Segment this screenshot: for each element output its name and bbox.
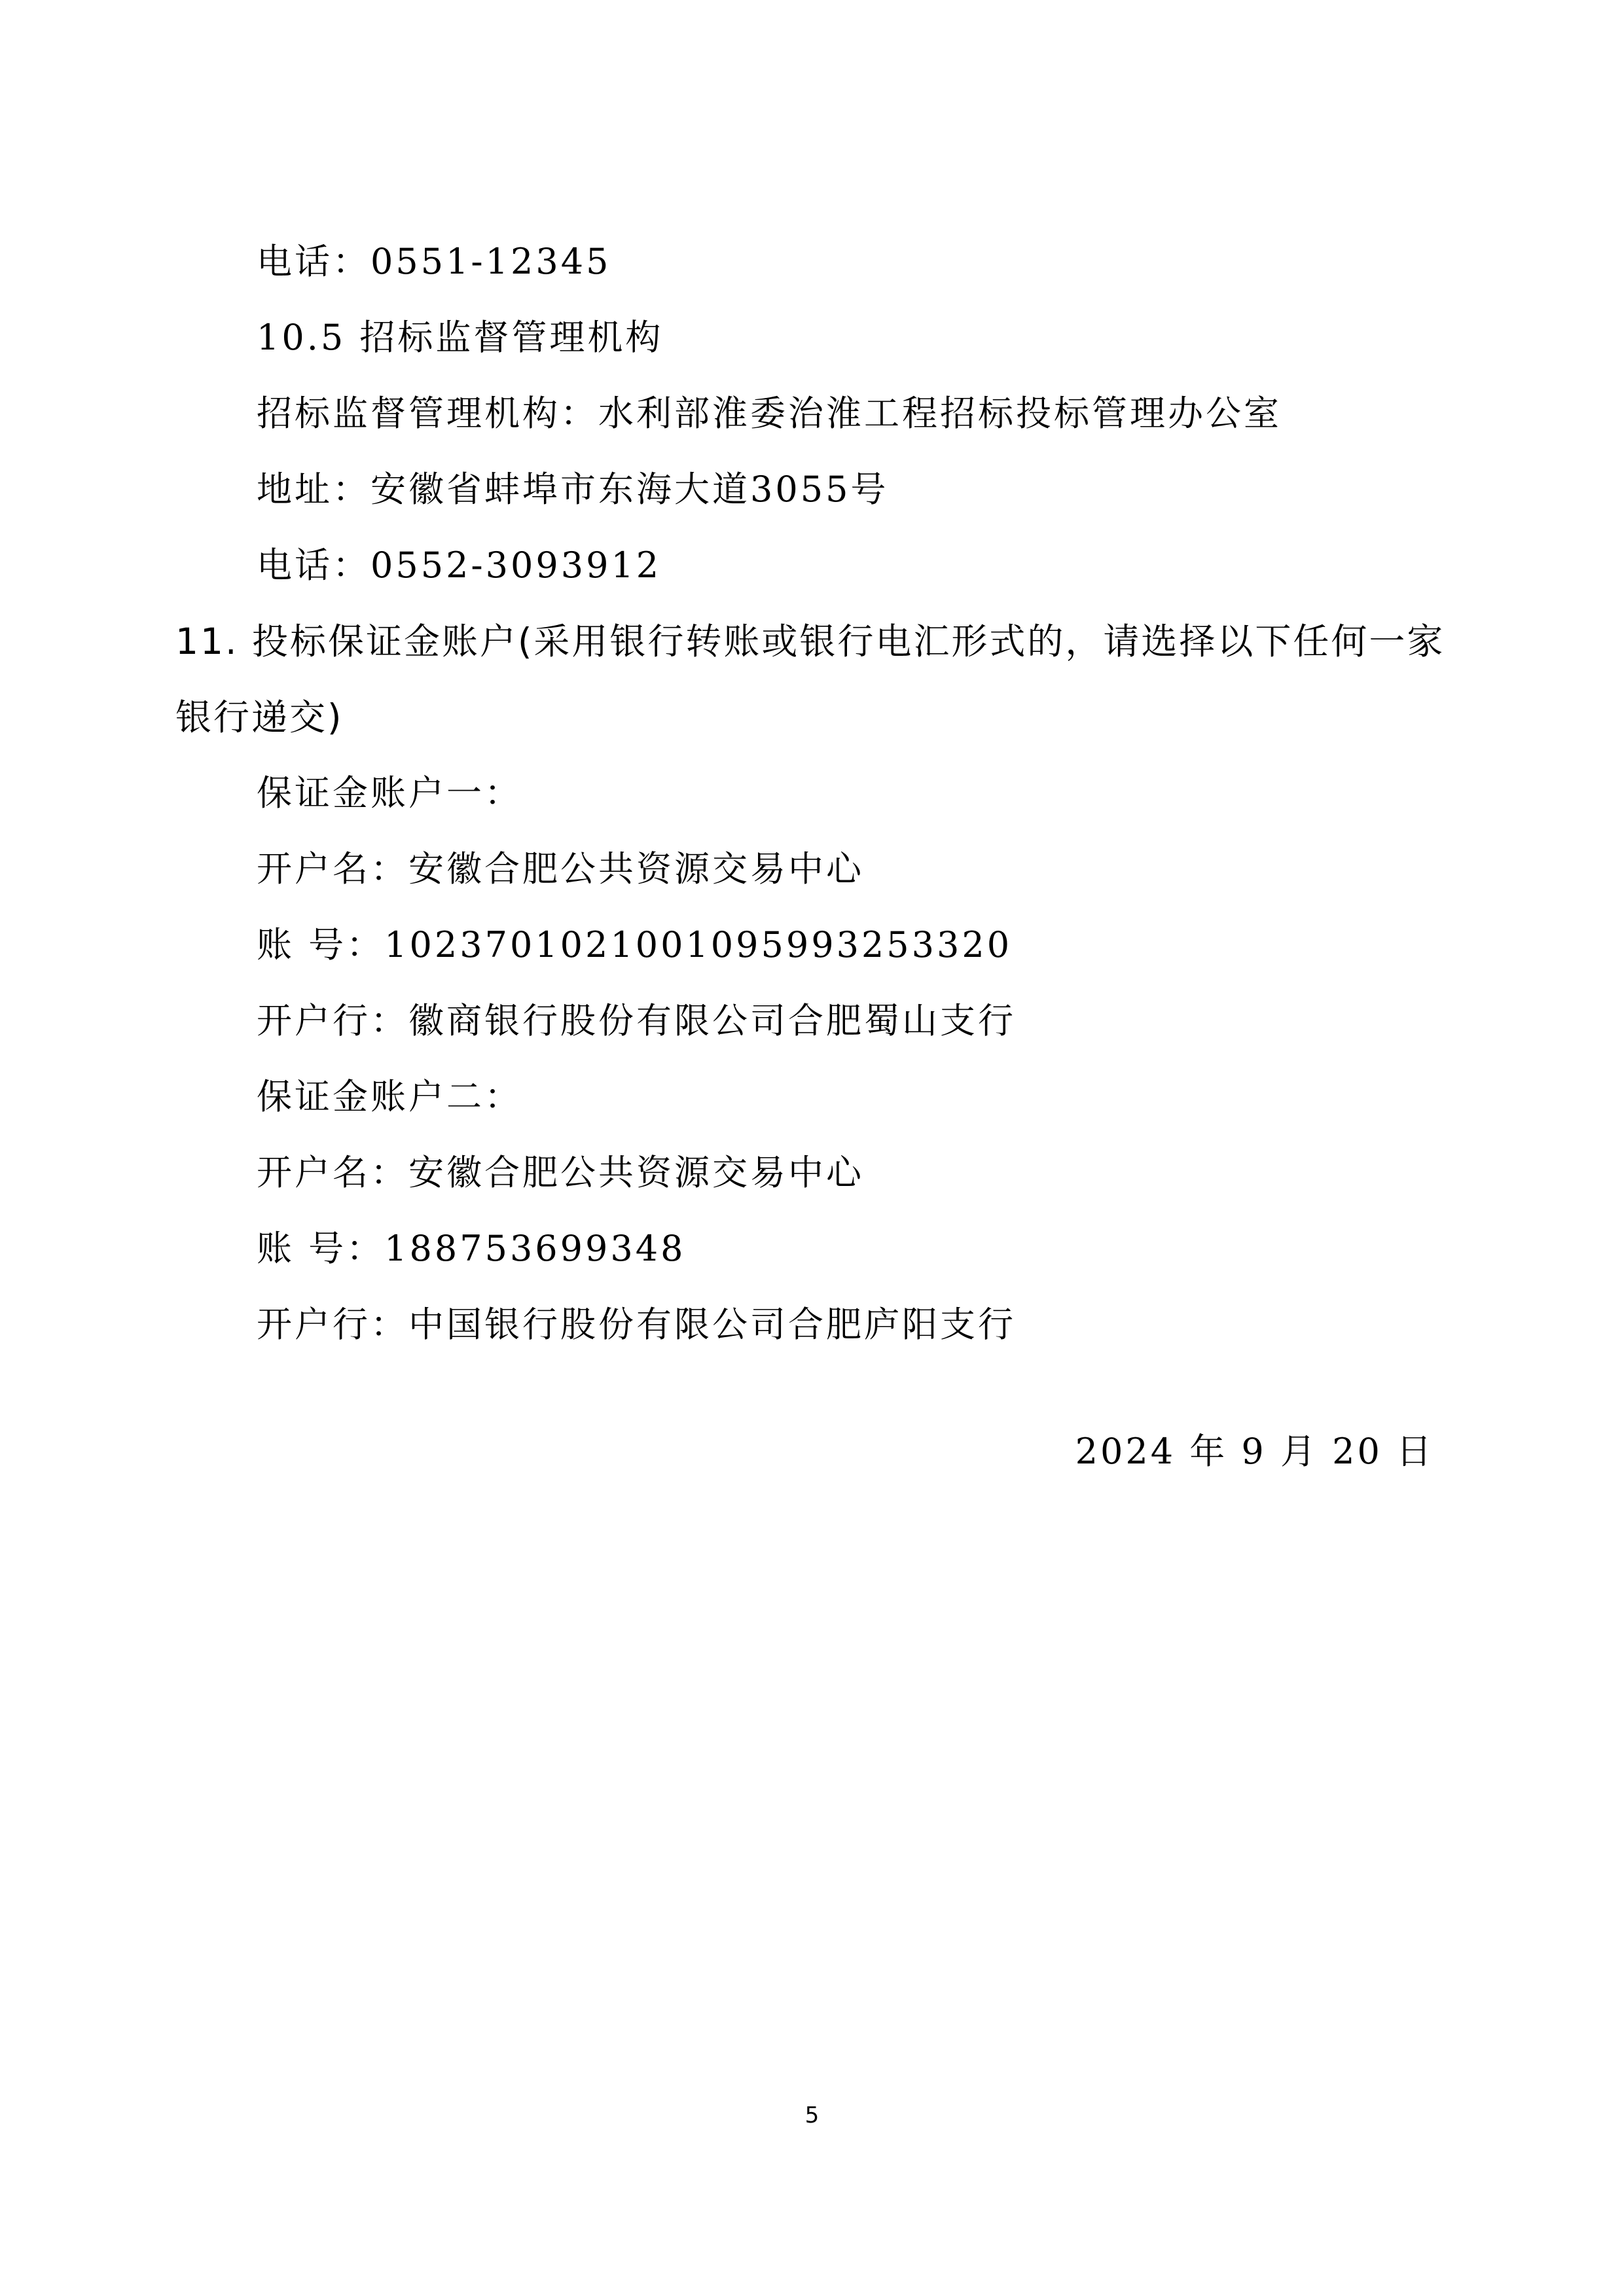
account-2-bank: 开户行：中国银行股份有限公司合肥庐阳支行 [257,1304,1016,1345]
phone-line-2: 电话：0552-3093912 [257,545,662,586]
document-date: 2024 年 9 月 20 日 [1075,1431,1434,1472]
account-1-number: 账 号：10237010210010959932533​20 [257,924,1013,965]
account-2-number: 账 号：188753699348 [257,1228,686,1269]
address-line: 地址：安徽省蚌埠市东海大道3055号 [257,469,889,510]
supervisor-line: 招标监督管理机构：水利部淮委治淮工程招标投标管理办公室 [257,393,1282,434]
account-1-name: 开户名：安徽合肥公共资源交易中心 [257,848,864,889]
section-11-heading-line-2: 银行递交) [175,696,344,738]
phone-line-1: 电话：0551-12345 [257,241,611,282]
account-2-title: 保证金账户二： [257,1076,522,1117]
account-1-bank: 开户行：徽商银行股份有限公司合肥蜀山支行 [257,1000,1016,1041]
section-11-heading-line-1: 11. 投标保证金账户(采用银行转账或银行电汇形式的，请选择以下任何一家 [175,620,1445,662]
account-1-title: 保证金账户一： [257,772,522,814]
section-10-5-heading: 10.5 招标监督管理机构 [257,317,664,358]
page-number: 5 [804,2102,820,2128]
account-2-name: 开户名：安徽合肥公共资源交易中心 [257,1152,864,1193]
